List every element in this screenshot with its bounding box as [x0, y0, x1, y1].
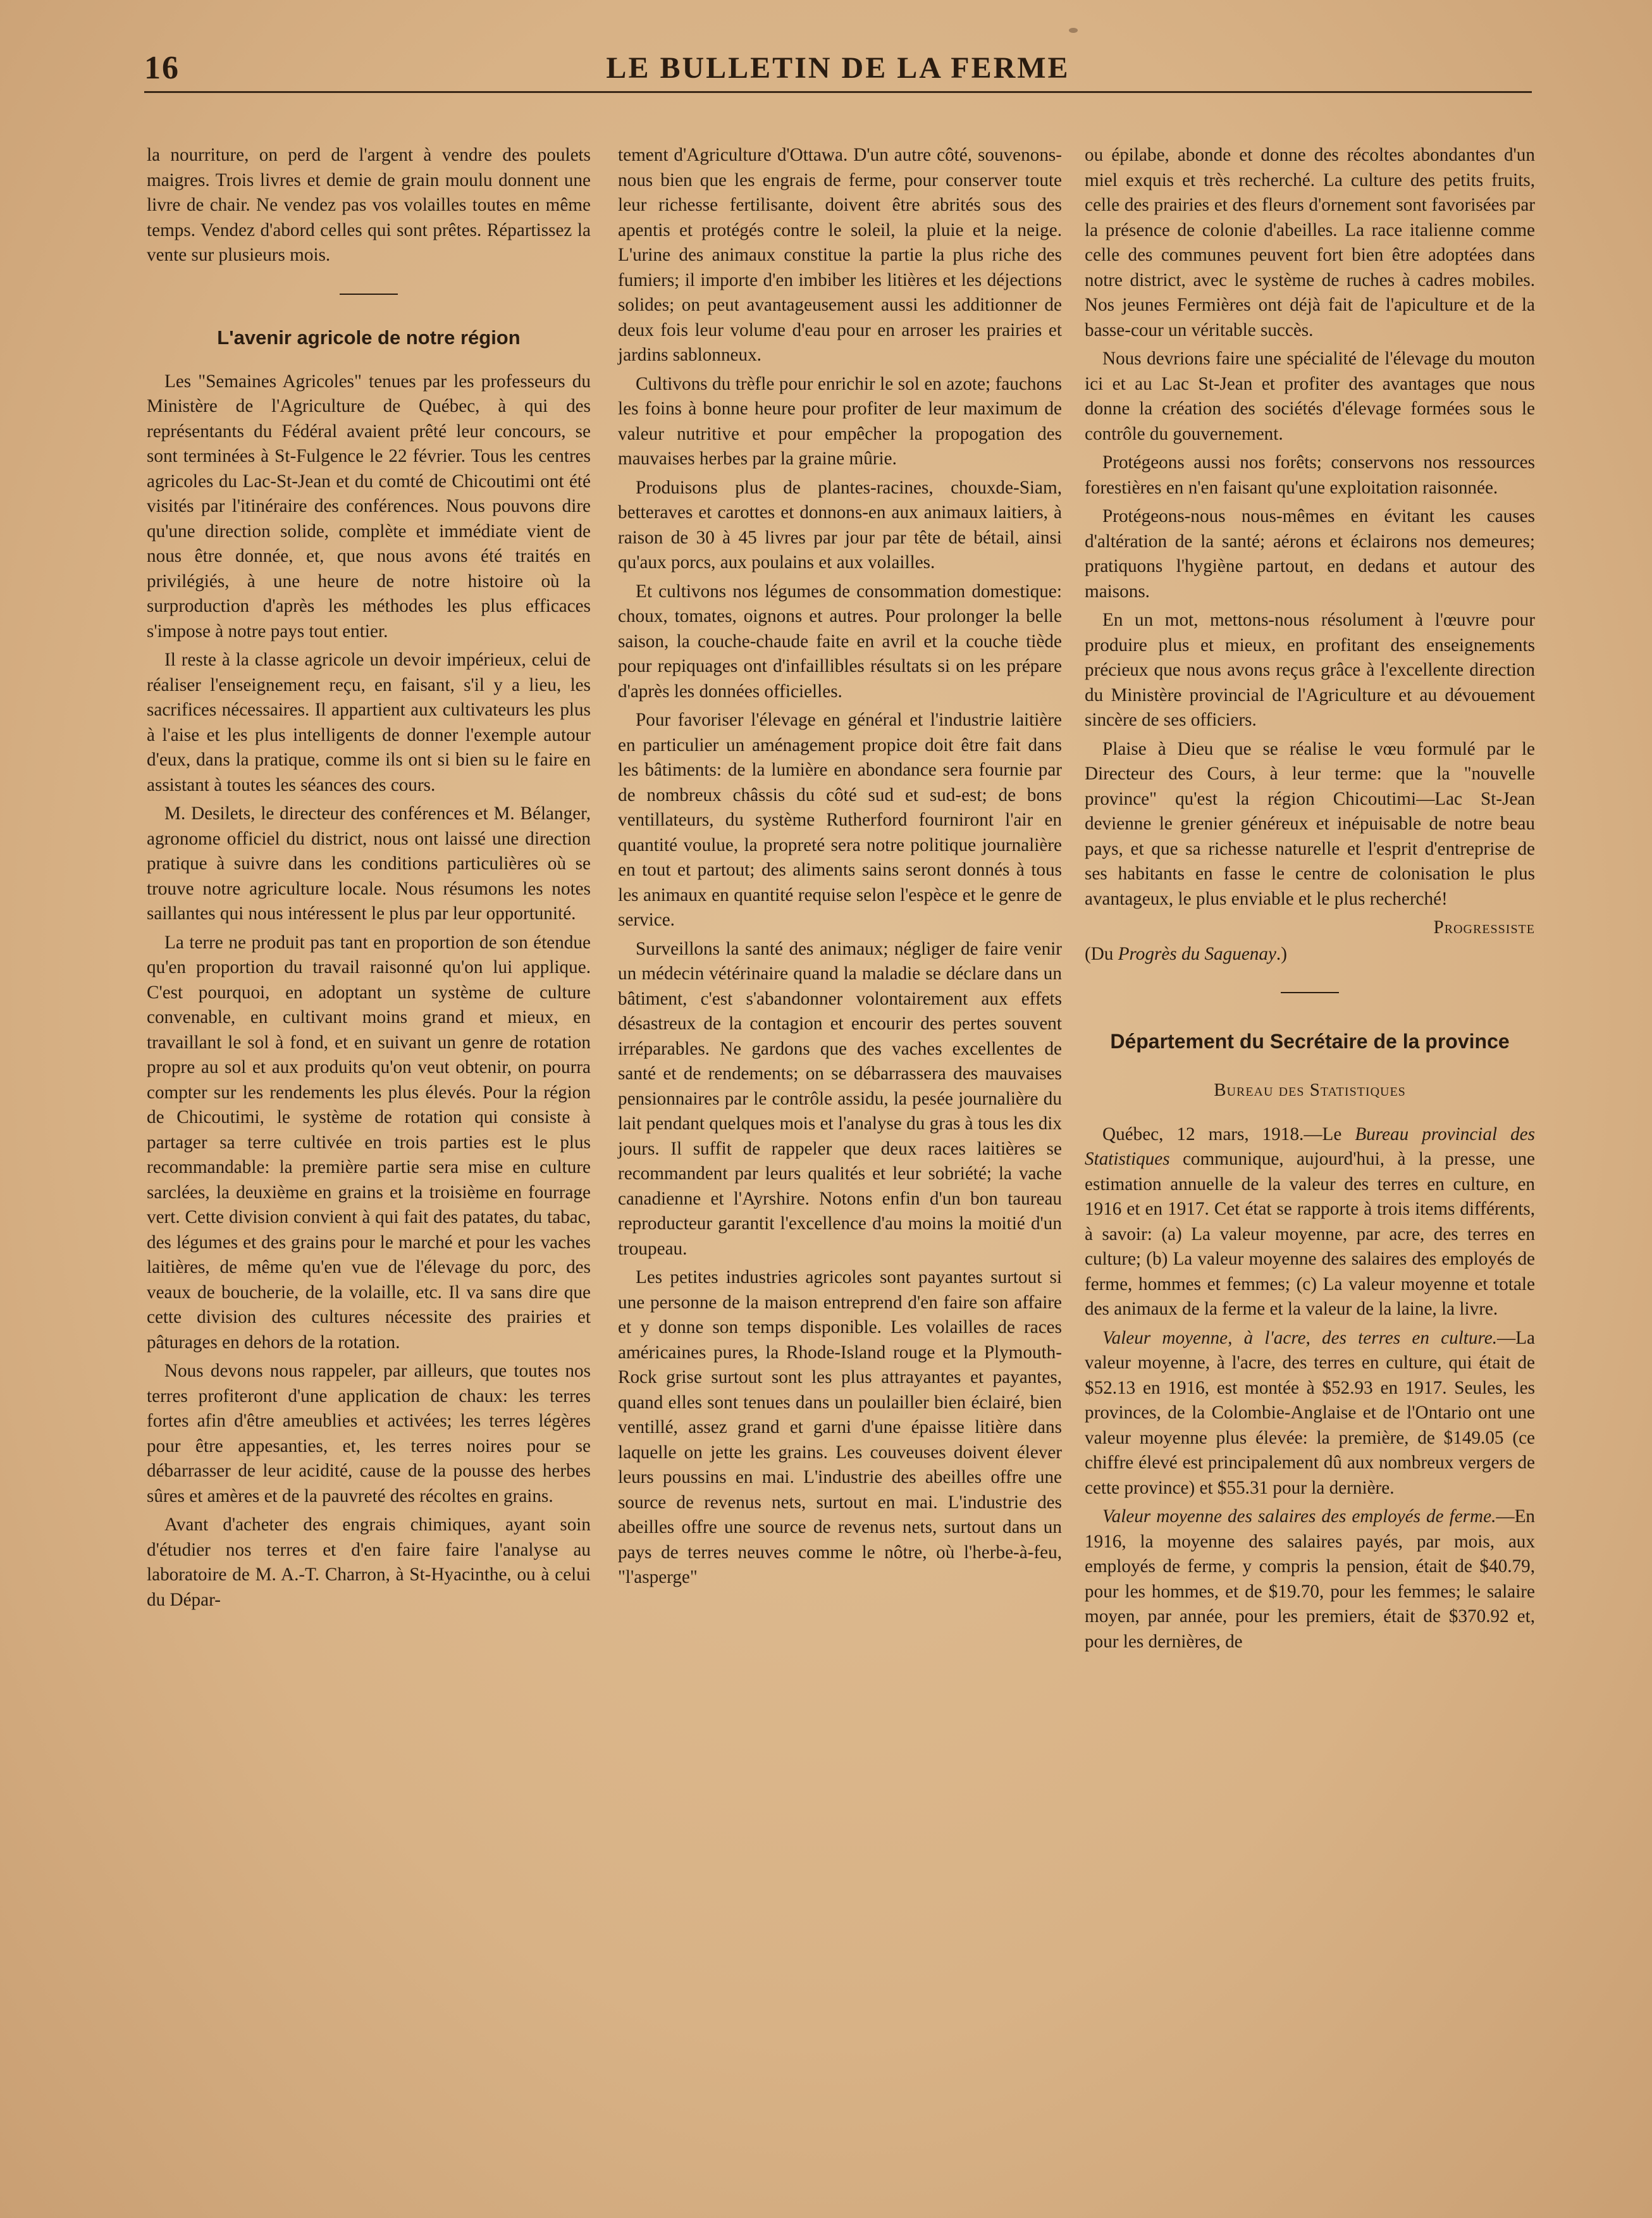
paragraph: Produisons plus de plantes-racines, chouxde-Siam, betteraves et carottes et donnons-en aux animaux laitiers, à raison de 30 à 45 livres par jour par tête de bétail, ainsi qu'aux porcs, aux poulains et aux volailles.	[618, 477, 1062, 573]
paragraph: Les "Semaines Agricoles" tenues par les professeurs du Ministère de l'Agriculture de Québec, à qui des représentants du Fédéral avaient prêté leur concours, se sont terminées à St-Fulgence le 22 février. Tous les centres agricoles du Lac-St-Jean et du comté de Chicoutimi ont été visités par l'itinéraire des conférences. Nous pouvons dire qu'une direction solide, complète et immédiate vient de nous être donnée, et, que nous avons été traités en privilégiés, à une heure de notre histoire où la surproduction d'après les méthodes les plus efficaces s'impose à notre pays tout entier.	[147, 371, 591, 641]
paragraph: Surveillons la santé des animaux; négliger de faire venir un médecin vétérinaire quand la maladie se déclare dans un bâtiment, c'est s'abandonner volontairement aux effets désastreux de la contagion et encourir des pertes souvent irréparables. Ne gardons que des vaches excellentes de santé et de rendements; on se débarrassera des mauvaises pensionnaires par le contrôle assidu, la pesée journalière du lait pendant quelques mois et l'analyse du gras à tous les dix jours. Il suffit de rappeler que deux races laitières se recommandent par leurs qualités et leur sobriété; la vache canadienne et l'Ayrshire. Notons enfin d'un bon taureau reproducteur garantit l'excellence d'au moins la moitié d'un troupeau.	[618, 938, 1062, 1259]
page-number: 16	[144, 50, 180, 86]
paragraph: Nous devrions faire une spécialité de l'élevage du mouton ici et au Lac St-Jean et profiter des avantages que nous donne la création des sociétés d'élevage formées sous le contrôle du gouvernement.	[1085, 349, 1535, 444]
paragraph: Il reste à la classe agricole un devoir impérieux, celui de réaliser l'enseignement reçu, en faisant, s'il y a lieu, les sacrifices nécessaires. Il appartient aux cultivateurs les plus à l'aise et les plus intelligents de donner l'exemple autour d'eux, dans la pratique, comme ils ont si bien su le faire en assistant à toutes les séances des cours.	[147, 650, 591, 795]
paragraph: ou épilabe, abonde et donne des récoltes abondantes d'un miel exquis et très recherché. La culture des petits fruits, celle des prairies et des fleurs d'ornement sont favorisées par la présence de colonie d'abeilles. La race italienne comme celle des communes peuvent fort bien être adoptées dans notre district, avec le système de ruches à cadres mobiles. Nos jeunes Fermières ont déjà fait de l'apiculture et de la basse-cour un véritable succès.	[1085, 145, 1535, 340]
paragraph: Pour favoriser l'élevage en général et l'industrie laitière en particulier un aménagement propice doit être fait dans les bâtiments: de la lumière en abondance sera fournie par de nombreux châssis du côté sud et sud-est; de bons ventillateurs, du système Rutherford fourniront l'air en quantité voulue, la propreté sera notre politique journalière en tout et partout; des aliments sains seront donnés à tous les animaux en quantité requise selon l'espèce et le genre de service.	[618, 710, 1062, 930]
paragraph: Nous devons nous rappeler, par ailleurs, que toutes nos terres profiteront d'une application de chaux: les terres fortes afin d'être ameublies et activées; les terres légères pour être appesanties, et, les terres noires pour se débarrasser de leur acidité, cause de la pousse des herbes sûres et amères et de la pauvreté des récoltes en grains.	[147, 1361, 591, 1506]
text-run: communique, aujourd'hui, à la presse, une estimation annuelle de la valeur des terres en culture, en 1916 et en 1917. Cet état se rapporte à trois items différents, à savoir: (a) La valeur moyenne, par acre, des terres en culture; (b) La valeur moyenne des salaires des employés de ferme, hommes et femmes; (c) La valeur moyenne et totale des animaux de la ferme et la valeur de la laine, la livre.	[1085, 1149, 1535, 1319]
paragraph: En un mot, mettons-nous résolument à l'œuvre pour produire plus et mieux, en profitant des enseignements précieux que nous avons reçus grâce à l'excellente direction du Ministère provincial de l'Agriculture et au dévouement sincère de ses officiers.	[1085, 610, 1535, 730]
paragraph: la nourriture, on perd de l'argent à vendre des poulets maigres. Trois livres et demie de grain moulu donnent une livre de chair. Ne vendez pas vos volailles toutes en même temps. Vendez d'abord celles qui sont prêtes. Répartissez la vente sur plusieurs mois.	[147, 145, 591, 265]
paragraph: Protégeons aussi nos forêts; conservons nos ressources forestières en n'en faisant qu'une exploitation raisonnée.	[1085, 452, 1535, 498]
paragraph: Plaise à Dieu que se réalise le vœu formulé par le Directeur des Cours, à leur terme: que la "nouvelle province" qu'est la région Chicoutimi—Lac St-Jean devienne le grenier généreux et inépuisable de notre beau pays, et que sa richesse naturelle et l'esprit d'entreprise de ses habitants en fasse le centre de colonisation le plus avantageux, le plus enviable et le plus recherché!	[1085, 738, 1535, 909]
italic-run: Valeur moyenne des salaires des employés de ferme.	[1102, 1506, 1496, 1527]
paragraph: Avant d'acheter des engrais chimiques, ayant soin d'étudier nos terres et d'en faire faire l'analyse au laboratoire de M. A.-T. Charron, à St-Hyacinthe, ou à celui du Dépar-	[147, 1515, 591, 1610]
text-run: —En 1916, la moyenne des salaires payés, par mois, aux employés de ferme, y compris la pension, était de $40.79, pour les hommes, et de $19.70, pour les femmes; le salaire moyen, par année, pour les premiers, était de $370.92 et, pour les dernières, de	[1085, 1506, 1535, 1652]
article-heading: L'avenir agricole de notre région	[217, 326, 521, 349]
paragraph	[1085, 1122, 1535, 1322]
section-divider	[1281, 992, 1339, 993]
paragraph	[1085, 1504, 1535, 1654]
column-1	[147, 143, 591, 1616]
masthead-title: LE BULLETIN DE LA FERME	[606, 51, 1070, 85]
article-heading: Département du Secrétaire de la province	[1110, 1030, 1510, 1053]
paragraph: tement d'Agriculture d'Ottawa. D'un autre côté, souvenons-nous bien que les engrais de ferme, pour conserver toute leur richesse fertilisante, doivent être abrités sous des apentis et protégés contre le soleil, la pluie et la neige. L'urine des animaux constitue la partie la plus riche des fumiers; il importe d'en imbiber les litières et les déjections solides; on peut avantageusement aussi les additionner de deux fois leur volume d'eau pour en arroser les prairies et jardins sablonneux.	[618, 145, 1062, 365]
italic-run: Valeur moyenne, à l'acre, des terres en culture.	[1102, 1327, 1498, 1348]
italic-run: Bureau provincial des Statistiques	[1085, 1124, 1535, 1169]
source-prefix: (Du	[1085, 943, 1118, 964]
paragraph: Les petites industries agricoles sont payantes surtout si une personne de la maison entreprend d'en faire son affaire et y donne son temps disponible. Les volailles de races américaines pures, la Rhode-Island rouge et la Plymouth-Rock grise surtout sont les plus attrayantes et payantes, quand elles sont tenues dans un poulailler bien éclairé, bien ventillé, assez grand et garni d'une épaisse litière dans laquelle on jette les grains. Les couveuses doivent élever leurs poussins en mai. L'industrie des abeilles offre une source de revenus nets, surtout en mai. L'industrie des abeilles offre une source de revenus nets, surtout dans un pays de terres neuves comme le nôtre, où l'herbe-à-feu, "l'asperge"	[618, 1267, 1062, 1587]
source-credit	[1085, 942, 1535, 967]
page-header	[144, 49, 1532, 93]
article-subheading: Bureau des Statistiques	[1214, 1080, 1406, 1100]
paragraph: Cultivons du trèfle pour enrichir le sol en azote; fauchons les foins à bonne heure pour profiter de leur maximum de valeur nutritive et pour empêcher la propogation des mauvaises herbes par la graine mûrie.	[618, 373, 1062, 469]
paragraph: M. Desilets, le directeur des conférences et M. Bélanger, agronome officiel du district, nous ont laissé une direction pratique à suivre dans les conditions particulières où se trouve notre agriculture locale. Nous résumons les notes saillantes qui nous intéressent le plus par leur opportunité.	[147, 803, 591, 924]
column-3	[1085, 143, 1535, 1658]
text-run: Québec, 12 mars, 1918.—Le	[1102, 1124, 1355, 1144]
ink-spot	[1069, 28, 1078, 33]
paragraph: Protégeons-nous nous-mêmes en évitant les causes d'altération de la santé; aérons et éclairons nos demeures; pratiquons l'hygiène partout, en dedans et autour des maisons.	[1085, 506, 1535, 602]
source-suffix: .)	[1276, 943, 1287, 964]
paragraph	[1085, 1326, 1535, 1501]
column-2	[618, 143, 1062, 1594]
section-divider	[340, 294, 398, 295]
author-signature: Progressiste	[1433, 917, 1535, 938]
source-title: Progrès du Saguenay	[1118, 943, 1276, 964]
text-run: —La valeur moyenne, à l'acre, des terres en culture, qui était de $52.13 en 1916, est montée à $52.93 en 1917. Seules, les provinces, de la Colombie-Anglaise et de l'Ontario ont une valeur moyenne plus élevée: la première, de $149.05 (ce chiffre élevé est principalement dû aux nombreux vergers de cette province) et $55.31 pour la dernière.	[1085, 1327, 1535, 1498]
paragraph: La terre ne produit pas tant en proportion de son étendue qu'en proportion du travail raisonné qu'on lui applique. C'est pourquoi, en adoptant un système de culture convenable, en cultivant moins grand et mieux, en travaillant le sol à fond, et en suivant un genre de rotation propre au sol et aux produits qu'on veut obtenir, on pourra compter sur les rendements les plus élevés. Pour la région de Chicoutimi, le système de rotation qui consiste à partager sa terre cultivée en trois parties est le plus recommandable: la première partie sera mise en culture sarclées, la deuxième en grains et la troisième en fourrage vert. Cette division convient à qui fait des patates, du tabac, des légumes et des grains pour le marché et pour les vaches laitières, de même qu'en vue de l'élevage du porc, des veaux de boucherie, de la volaille, etc. Il va sans dire que cette division des cultures nécessite des prairies et pâturages en dehors de la rotation.	[147, 932, 591, 1353]
paragraph: Et cultivons nos légumes de consommation domestique: choux, tomates, oignons et autres. Pour prolonger la belle saison, la couche-chaude faite en avril et la couche tiède pour repiquages ont d'infaillibles résultats si on les prépare d'après les données officielles.	[618, 581, 1062, 702]
